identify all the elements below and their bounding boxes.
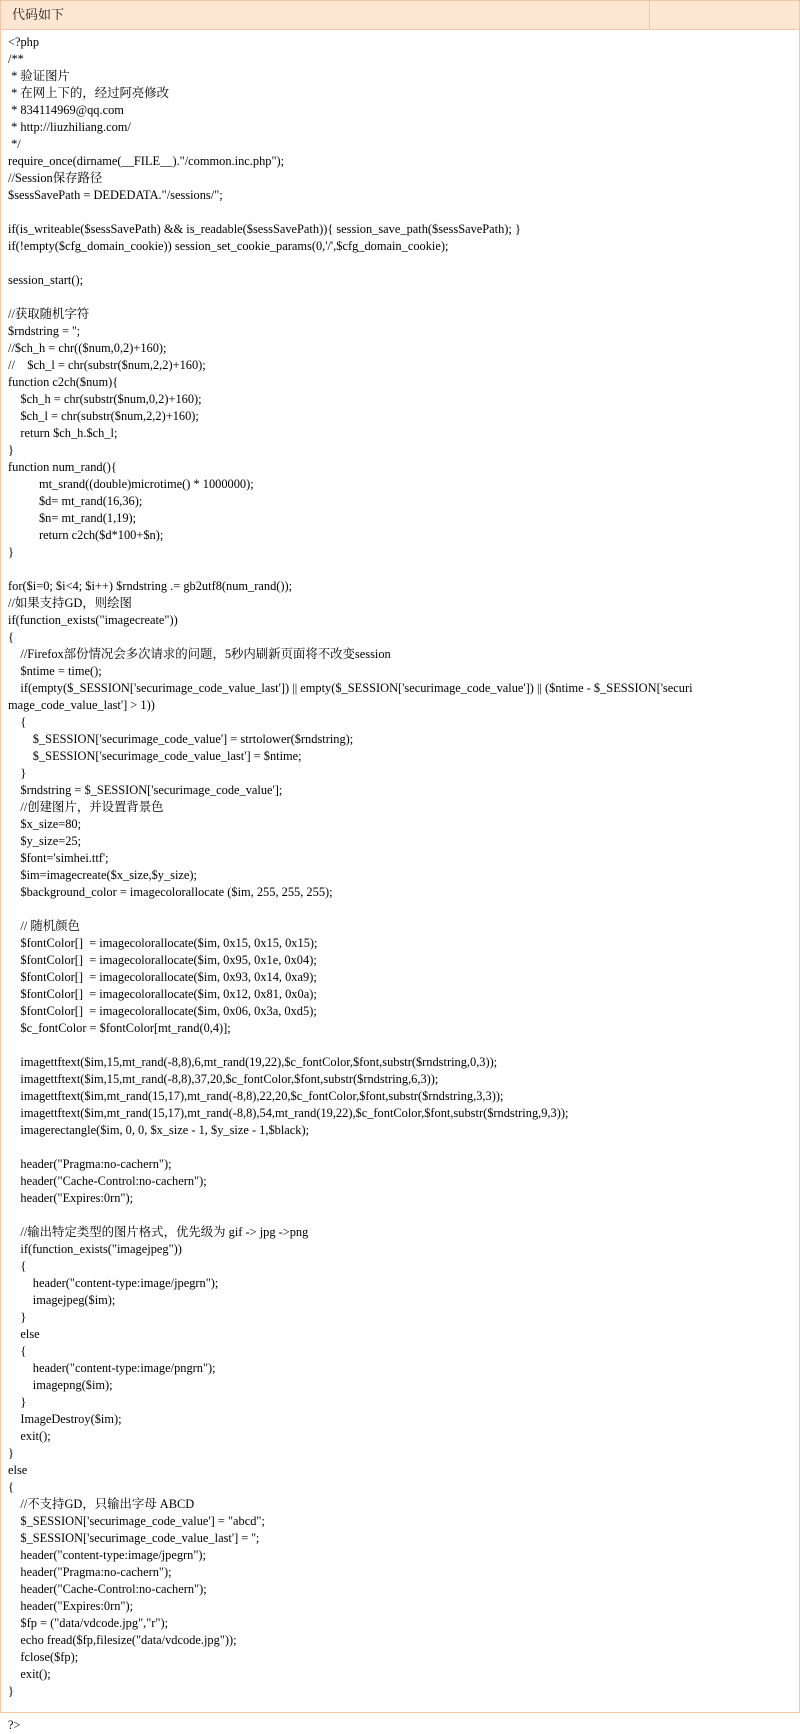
code-line: imagejpeg($im);	[8, 1293, 116, 1307]
code-line: * 834114969@qq.com	[8, 103, 124, 117]
code-line: mt_srand((double)microtime() * 1000000);	[8, 477, 254, 491]
code-line: require_once(dirname(__FILE__)."/common.inc.php");	[8, 154, 285, 168]
code-line: else	[8, 1327, 40, 1341]
code-line: $_SESSION['securimage_code_value'] = strtolower($rndstring);	[8, 732, 354, 746]
code-line: * http://liuzhiliang.com/	[8, 120, 131, 134]
code-line: /**	[8, 52, 24, 66]
code-line: $fontColor[] = imagecolorallocate($im, 0x15, 0x15, 0x15);	[8, 936, 318, 950]
code-line: $rndstring = $_SESSION['securimage_code_value'];	[8, 783, 283, 797]
code-line: }	[8, 1310, 27, 1324]
code-line: header("Cache-Control:no-cachern");	[8, 1174, 207, 1188]
code-line: fclose($fp);	[8, 1650, 79, 1664]
code-line: {	[8, 1259, 27, 1273]
code-line: // 随机颜色	[8, 919, 80, 933]
code-line	[8, 901, 794, 918]
code-line	[8, 289, 794, 306]
code-line: $fontColor[] = imagecolorallocate($im, 0x12, 0x81, 0x0a);	[8, 987, 317, 1001]
code-line: }	[8, 766, 27, 780]
code-line: header("content-type:image/pngrn");	[8, 1361, 216, 1375]
code-line: $rndstring = '';	[8, 324, 81, 338]
code-line: }	[8, 1446, 14, 1460]
code-line: session_start();	[8, 273, 84, 287]
code-line: ?>	[8, 1718, 21, 1732]
code-line: {	[8, 715, 27, 729]
code-line	[8, 255, 794, 272]
code-line: //Firefox部份情况会多次请求的问题，5秒内刷新页面将不改变session	[8, 647, 391, 661]
code-line: }	[8, 545, 14, 559]
code-line: //$ch_h = chr(($num,0,2)+160);	[8, 341, 167, 355]
code-line: $fp = ("data/vdcode.jpg","r");	[8, 1616, 169, 1630]
code-line: */	[8, 137, 21, 151]
code-line: }	[8, 1395, 27, 1409]
code-line	[8, 1207, 794, 1224]
code-line: header("content-type:image/jpegrn");	[8, 1276, 219, 1290]
code-line: * 验证图片	[8, 69, 70, 83]
code-line: return c2ch($d*100+$n);	[8, 528, 164, 542]
code-line: $font='simhei.ttf';	[8, 851, 109, 865]
code-line: {	[8, 1344, 27, 1358]
code-line: header("Pragma:no-cachern");	[8, 1565, 172, 1579]
code-line: * 在网上下的，经过阿亮修改	[8, 86, 170, 100]
code-line: function c2ch($num){	[8, 375, 119, 389]
code-line: $fontColor[] = imagecolorallocate($im, 0x93, 0x14, 0xa9);	[8, 970, 317, 984]
code-line: //创建图片，并设置背景色	[8, 800, 164, 814]
code-line: mage_code_value_last'] > 1))	[8, 698, 155, 712]
code-line: <?php	[8, 35, 40, 49]
code-line: {	[8, 1480, 14, 1494]
code-line	[8, 204, 794, 221]
code-line: if(function_exists("imagejpeg"))	[8, 1242, 182, 1256]
code-line: if(is_writeable($sessSavePath) && is_readable($sessSavePath)){ session_save_path($sessSavePath); }	[8, 222, 521, 236]
code-line: imagerectangle($im, 0, 0, $x_size - 1, $y_size - 1,$black);	[8, 1123, 310, 1137]
header-divider	[649, 1, 650, 29]
code-block-title: 代码如下	[12, 7, 65, 22]
code-line: header("Expires:0rn");	[8, 1191, 134, 1205]
code-line: imagettftext($im,mt_rand(15,17),mt_rand(-8,8),22,20,$c_fontColor,$font,substr($rndstring,3,3));	[8, 1089, 504, 1103]
code-line: $im=imagecreate($x_size,$y_size);	[8, 868, 197, 882]
code-line: // $ch_l = chr(substr($num,2,2)+160);	[8, 358, 206, 372]
code-line: $_SESSION['securimage_code_value_last'] = $ntime;	[8, 749, 302, 763]
code-line: header("Cache-Control:no-cachern");	[8, 1582, 207, 1596]
code-line: //输出特定类型的图片格式，优先级为 gif -> jpg ->png	[8, 1225, 309, 1239]
code-line: $fontColor[] = imagecolorallocate($im, 0x95, 0x1e, 0x04);	[8, 953, 317, 967]
code-line: $ch_l = chr(substr($num,2,2)+160);	[8, 409, 199, 423]
code-line: $d= mt_rand(16,36);	[8, 494, 143, 508]
code-line: $x_size=80;	[8, 817, 82, 831]
code-line: imagettftext($im,15,mt_rand(-8,8),6,mt_rand(19,22),$c_fontColor,$font,substr($rndstring,0,3));	[8, 1055, 498, 1069]
code-line: $ntime = time();	[8, 664, 102, 678]
code-line: imagettftext($im,15,mt_rand(-8,8),37,20,$c_fontColor,$font,substr($rndstring,6,3));	[8, 1072, 439, 1086]
code-line: return $ch_h.$ch_l;	[8, 426, 118, 440]
code-line: $c_fontColor = $fontColor[mt_rand(0,4)];	[8, 1021, 231, 1035]
code-line	[8, 561, 794, 578]
code-line: $y_size=25;	[8, 834, 82, 848]
code-line: exit();	[8, 1429, 51, 1443]
code-line	[8, 1139, 794, 1156]
code-line: //不支持GD，只输出字母 ABCD	[8, 1497, 195, 1511]
code-line: echo fread($fp,filesize("data/vdcode.jpg"));	[8, 1633, 237, 1647]
code-line: header("Expires:0rn");	[8, 1599, 134, 1613]
code-line: function num_rand(){	[8, 460, 117, 474]
code-line: {	[8, 630, 14, 644]
code-block-header	[1, 1, 799, 30]
code-line: }	[8, 443, 14, 457]
code-line: for($i=0; $i<4; $i++) $rndstring .= gb2utf8(num_rand());	[8, 579, 293, 593]
code-line: //如果支持GD，则绘图	[8, 596, 132, 610]
code-line: $n= mt_rand(1,19);	[8, 511, 137, 525]
code-line: $_SESSION['securimage_code_value_last'] = '';	[8, 1531, 260, 1545]
code-line: imagepng($im);	[8, 1378, 113, 1392]
code-line	[8, 1700, 794, 1717]
code-line: if(!empty($cfg_domain_cookie)) session_set_cookie_params(0,'/',$cfg_domain_cookie);	[8, 239, 449, 253]
code-line: else	[8, 1463, 28, 1477]
code-line	[8, 1037, 794, 1054]
code-line: ImageDestroy($im);	[8, 1412, 122, 1426]
code-line: }	[8, 1684, 14, 1698]
code-line: header("content-type:image/jpegrn");	[8, 1548, 206, 1562]
code-line: //获取随机字符	[8, 307, 90, 321]
code-line: header("Pragma:no-cachern");	[8, 1157, 172, 1171]
code-line: exit();	[8, 1667, 51, 1681]
code-line: $fontColor[] = imagecolorallocate($im, 0x06, 0x3a, 0xd5);	[8, 1004, 317, 1018]
code-line: $_SESSION['securimage_code_value'] = "abcd";	[8, 1514, 265, 1528]
code-line: $ch_h = chr(substr($num,0,2)+160);	[8, 392, 202, 406]
code-content	[8, 34, 794, 1734]
code-line: imagettftext($im,mt_rand(15,17),mt_rand(-8,8),54,mt_rand(19,22),$c_fontColor,$font,substr($rndstring,9,3));	[8, 1106, 569, 1120]
code-line: //Session保存路径	[8, 171, 103, 185]
code-line: if(function_exists("imagecreate"))	[8, 613, 178, 627]
code-line: if(empty($_SESSION['securimage_code_value_last']) || empty($_SESSION['securimage_code_value']) || ($ntime - $_SESSION['securi	[8, 681, 693, 695]
code-line: $sessSavePath = DEDEDATA."/sessions/";	[8, 188, 223, 202]
code-line: $background_color = imagecolorallocate ($im, 255, 255, 255);	[8, 885, 333, 899]
